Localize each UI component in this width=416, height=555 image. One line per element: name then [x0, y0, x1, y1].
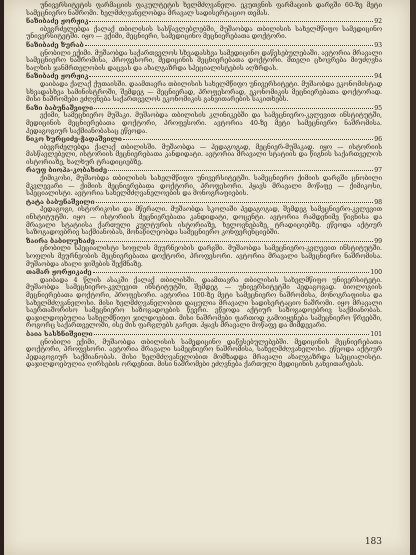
entry: [26, 42, 382, 72]
page-number: 183: [364, 537, 382, 547]
dot-leader: [89, 21, 373, 22]
entry: [26, 167, 382, 197]
entry-name: ნაზიბაძე ჟორჟიკ: [26, 17, 89, 26]
entry-name: ზაირა ბაბილუხაძე: [26, 236, 95, 245]
entry-text: დაიბადა ქალაქ ქუთაისში. დაამთავრა თბილისის სახელმწიფო უნივერსიტეტი. მუშაობდა ეკონომისტად სხვადასხვა სამინისტროში, შემდეგ — მეცნიერად, პროფესორად, ეკონომიკის მეცნიერებათა დოქტორად. მისი ნაშრომები ეძღვნება საქართველოს ეკონომიკის განვითარების საკითხებს.: [26, 79, 382, 104]
entry-number: 97: [374, 167, 382, 175]
entry-text: ცნობილი სპეციალისტი სოფლის მეურნეობის დარგში. მუშაობდა სამეცნიერო-კვლევით ინსტიტუტში. სოფლის მეურნეობის მეცნიერებათა დოქტორი, პროფესორი. ავტორია მრავალი სამეცნიერო ნაშრომისა. მუშაობდა ახალი ჯიშების შექმნაზე.: [26, 244, 382, 268]
entry: [26, 2, 382, 17]
entry: [26, 238, 382, 268]
entry-text: ცნობილი ექიმი. მუშაობდა საქართველოს სხვადასხვა სამედიცინო დაწესებულებაში. ავტორია მრავალი სამეცნიერო ნაშრომისა, პროფესორი, მედიცინის მეცნიერებათა დოქტორი. მთელი ცხოვრება მიუძღვნა ხალხის ჯანმრთელობის დაცვას და ახალგაზრდა სპეციალისტების აღზრდას.: [26, 48, 382, 72]
entry-number: 96: [374, 136, 382, 144]
entry-number: 95: [374, 104, 382, 112]
entry-text: იბეგრძელებდა ქალაქ თბილისის სასწავლებლებში, მუშაობდა თბილისის სახელმწიფო სამედიცინო უნივერსიტეტში. იყო — ექიმი, მეცნიერი, სამედიცინო მეცნიერებათა დოქტორი.: [26, 24, 382, 41]
dot-leader: [89, 76, 373, 77]
page-content: [26, 2, 382, 369]
dot-leader: [123, 139, 373, 140]
entry-name: ნაზი ბაბუნაშვილი: [26, 103, 94, 112]
entry-name: ნაზიბაძე ზურაბ: [26, 40, 84, 49]
dot-leader: [94, 334, 370, 335]
dot-leader: [96, 241, 373, 242]
entry-name: რაუფ ბიოპა-კობახიძე: [26, 166, 107, 175]
entry-number: 100: [370, 269, 382, 277]
entry-number: 98: [374, 198, 382, 206]
entry-number: 101: [370, 330, 382, 338]
entry-number: 99: [374, 237, 382, 245]
entry-name: ტატა ბაბუნაშვილი: [26, 197, 95, 206]
book-page: [4, 0, 410, 555]
entry-name: თამარ ჟორჟიკაძე: [26, 268, 92, 277]
entry-text: ექიმი, სამეცნიერო მუშაკი. მუშაობდა თბილისის კლინიკებში და სამეცნიერო-კვლევით ინსტიტუტში, მედიცინის მეცნიერებათა დოქტორი, პროფესორი. ავტორია 40-ზე მეტი სამეცნიერო ნაშრომისა. პედაგოგიურ საქმიანობასაც ეწეოდა.: [26, 111, 382, 135]
entry-number: 93: [374, 41, 382, 49]
entry: [26, 136, 382, 166]
entry-number: 94: [374, 73, 382, 81]
entry-text: პედაგოგი, ისტორიკოსი და მწერალი. მუშაობდა სკოლაში პედაგოგად, შემდეგ სამეცნიერო-კვლევით ინსტიტუტში. იყო — ისტორიის მეცნიერებათა კანდიდატი, დოცენტი. ავტორია რამდენიმე წიგნისა და მრავალი სტატიისა ქართული კულტურის ისტორიაზე, ხელოვნებაზე, ტრადიციებზე. ეწეოდა აქტიურ საზოგადოებრივ საქმიანობას, მონაწილეობდა სამეცნიერო კონფერენციებში.: [26, 205, 382, 237]
entry-number: 92: [374, 18, 382, 26]
entry: [26, 73, 382, 103]
entry: [26, 269, 382, 330]
entry-text: უნივერსიტეტის ფარმაციის ფაკულტეტის ხელმძღვანელი. ეკუთვნის ფარმაციის დარგში 60-ზე მეტი სამეცნიერო ნაშრომი. ხელმძღვანელობდა მრავალ სადისერტაციო თემას.: [26, 1, 382, 17]
entry-text: იბეგრძელებდა ქალაქ თბილისში. მუშაობდა — პედაგოგად, მეცნიერ-მუშაკად. იყო — ისტორიის მასწავლებელი, ისტორიის მეცნიერებათა კანდიდატი. ავტორია მრავალი სტატიის და წიგნის საქართველოს ისტორიაზე, ხალხურ ტრადიციებზე.: [26, 142, 382, 166]
dot-leader: [108, 170, 373, 171]
entry-name: ნაზიბაძე ჟორჟიკ: [26, 72, 89, 81]
entry: [26, 18, 382, 41]
entry: [26, 331, 382, 369]
dot-leader: [93, 272, 370, 273]
entry-text: ქიმიკოსი, მუშაობდა თბილისის სახელმწიფო უნივერსიტეტში. სამეცნიერო ქიმიის დარგში ცნობილი მკვლევარი — ქიმიის მეცნიერებათა დოქტორი, პროფესორი. ჰყავს მრავალი მოწაფე — ქიმიკოსი, სპეციალისტი. ავტორია სახელმძღვანელოების და მონოგრაფიების.: [26, 174, 382, 198]
entry-name: ბაია სასხნიშვილი: [26, 329, 93, 338]
entry-text: ცნობილი ექიმი, მუშაობდა თბილისის სამედიცინო დაწესებულებებში. მედიცინის მეცნიერებათა დოქტორი, პროფესორი. ავტორია მრავალი სამეცნიერო ნაშრომისა, სახელმძღვანელოსი. ეწეოდა აქტიურ პედაგოგიურ საქმიანობას. მისი ხელმძღვანელობით მომზადდა მრავალი ახალგაზრდა სპეციალისტი. დაჯილდოებულია ღირსების ორდენით. მისი ნაშრომები ეძღვნება ქართული მედიცინის განვითარებას.: [26, 337, 382, 369]
dot-leader: [85, 45, 374, 46]
entry: [26, 105, 382, 135]
dot-leader: [96, 202, 374, 203]
entry: [26, 199, 382, 237]
entry-name: ნიკო ხურციძე-ჭადაშვილი: [26, 135, 122, 144]
page-edge: [410, 0, 416, 555]
dot-leader: [94, 108, 373, 109]
entry-text: დაიბადა 4 წლის ასაკში ქალაქ თბილისში. დაამთავრა თბილისის სახელმწიფო უნივერსიტეტი. მუშაობდა სამეცნიერო-კვლევით ინსტიტუტში, შემდეგ — უნივერსიტეტში პედაგოგად. ბიოლოგიის მეცნიერებათა დოქტორი, პროფესორი. ავტორია 100-ზე მეტი სამეცნიერო ნაშრომისა, მონოგრაფიისა და სახელმძღვანელოსი. მისი ხელმძღვანელობით დაცულია მრავალი სადისერტაციო ნაშრომი. იყო მრავალი საერთაშორისო სამეცნიერო საზოგადოების წევრი. ეწეოდა აქტიურ საზოგადოებრივ საქმიანობას. დაჯილდოებულია სახელმწიფო ჯილდოებით. მისი ნაშრომები ფართოდ გამოიყენება სამეცნიერო წრეებში, როგორც საქართველოში, ისე მის ფარგლებს გარეთ. ჰყავს მრავალი მოწაფე და მიმდევარი.: [26, 275, 382, 330]
